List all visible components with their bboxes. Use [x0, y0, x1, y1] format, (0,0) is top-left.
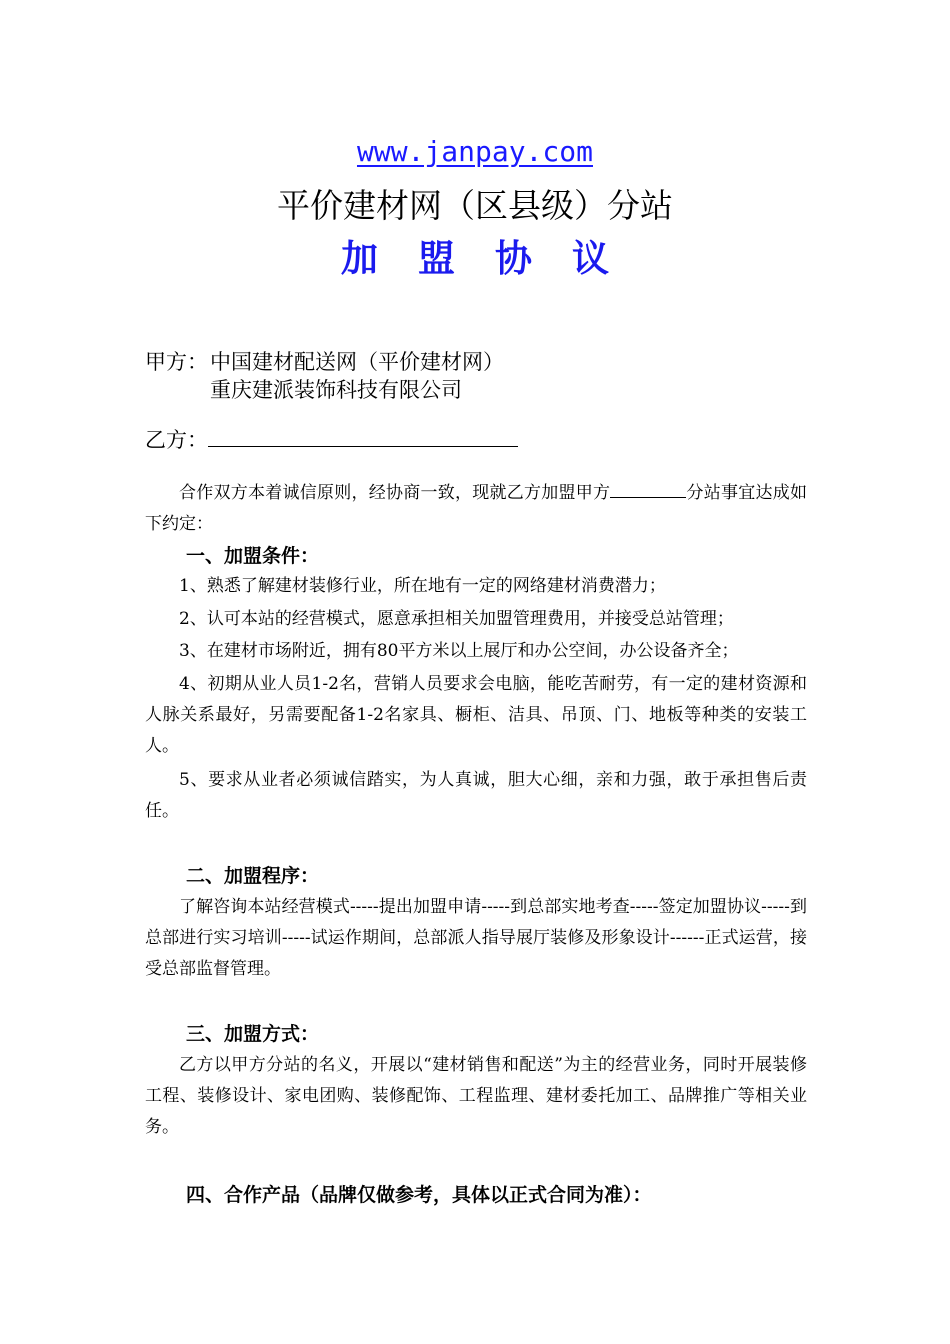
section-1-item-3: 3、在建材市场附近，拥有80平方米以上展厅和办公空间，办公设备齐全； — [179, 641, 739, 661]
section-4-heading: 四、合作产品（品牌仅做参考，具体以正式合同为准）： — [186, 1184, 652, 1206]
party-a-label: 甲方： — [145, 350, 208, 374]
section-3-heading: 三、加盟方式： — [186, 1023, 320, 1045]
website-url[interactable]: www.janpay.com — [356, 135, 593, 168]
intro-text-2: 分站事宜达成如下约定： — [145, 483, 807, 534]
party-b-blank[interactable] — [208, 426, 518, 447]
party-b-row — [145, 424, 518, 454]
section-1-item-2: 2、认可本站的经营模式，愿意承担相关加盟管理费用，并接受总站管理； — [179, 609, 734, 629]
party-a-name-line2: 重庆建派装饰科技有限公司 — [210, 378, 462, 402]
section-1-item-4: 4、初期从业人员1-2名，营销人员要求会电脑，能吃苦耐劳，有一定的建材资源和人脉关系最好，另需要配备1-2名家具、橱柜、洁具、吊顶、门、地板等种类的安装工人。 — [145, 674, 807, 756]
section-1-item-1: 1、熟悉了解建材装修行业，所在地有一定的网络建材消费潜力； — [179, 576, 666, 596]
section-1-item-5: 5、要求从业者必须诚信踏实，为人真诚，胆大心细，亲和力强，敢于承担售后责任。 — [145, 770, 807, 821]
document-subtitle: 加盟协议 — [341, 237, 649, 280]
section-2-text: 了解咨询本站经营模式-----提出加盟申请-----到总部实地考查-----签定加盟协议-----到总部进行实习培训-----试运作期间，总部派人指导展厅装修及形象设计------正式运营，接受总部监督管理。 — [145, 897, 807, 979]
intro-paragraph — [145, 478, 807, 540]
section-1-heading: 一、加盟条件： — [186, 545, 320, 567]
section-3-text: 乙方以甲方分站的名义，开展以“建材销售和配送”为主的经营业务，同时开展装修工程、装修设计、家电团购、装修配饰、工程监理、建材委托加工、品牌推广等相关业务。 — [145, 1055, 807, 1137]
party-a-name-line1: 中国建材配送网（平价建材网） — [210, 350, 504, 374]
document-title: 平价建材网（区县级）分站 — [277, 186, 673, 225]
section-2-heading: 二、加盟程序： — [186, 865, 320, 887]
party-b-label: 乙方： — [145, 428, 208, 452]
intro-blank[interactable] — [610, 483, 686, 498]
intro-text-1: 合作双方本着诚信原则，经协商一致，现就乙方加盟甲方 — [179, 483, 611, 503]
